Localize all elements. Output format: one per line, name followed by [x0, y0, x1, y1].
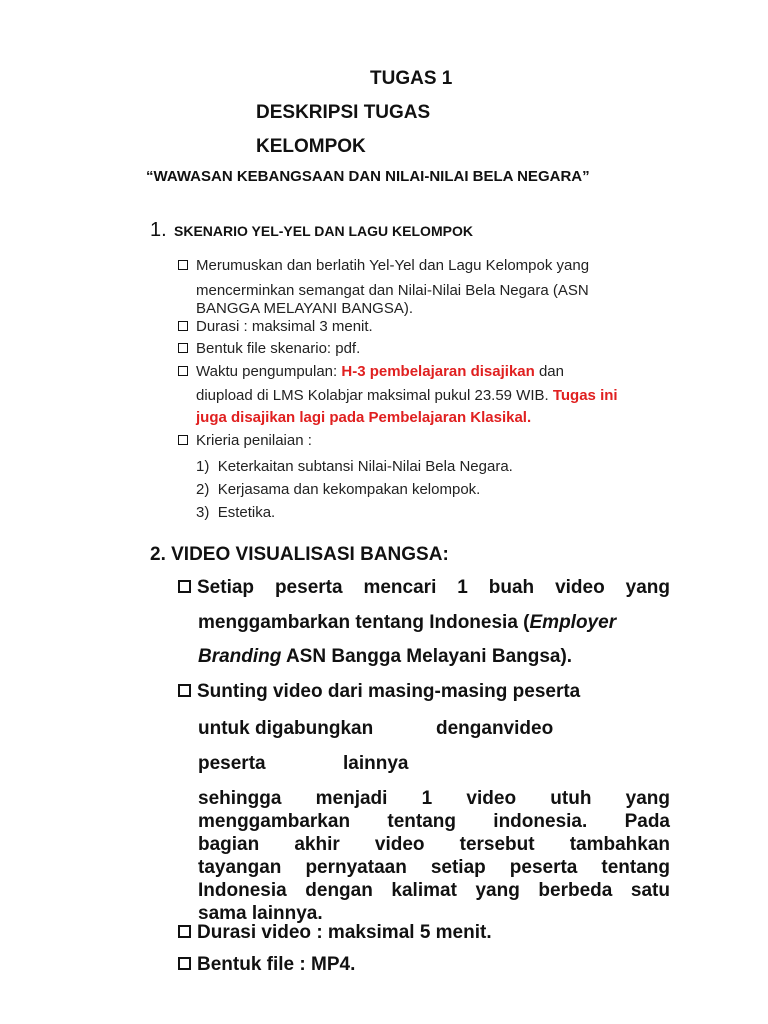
s1-item-4: Waktu pengumpulan: H-3 pembelajaran disajikan dan — [178, 363, 564, 380]
checkbox-icon — [178, 957, 191, 970]
s2-bullet-2: Sunting video dari masing-masing peserta — [178, 681, 580, 703]
title-deskripsi: DESKRIPSI TUGAS — [256, 102, 431, 123]
criteria-item: 3) Estetika. — [196, 504, 276, 521]
checkbox-icon — [178, 366, 188, 376]
s2-bullet-2-line2a: untuk digabungkan — [198, 718, 374, 739]
s2-bullet-4: Bentuk file : MP4. — [178, 954, 355, 976]
criteria-item: 2) Kerjasama dan kekompakan kelompok. — [196, 481, 481, 498]
checkbox-icon — [178, 260, 188, 270]
checkbox-icon — [178, 321, 188, 331]
s2-bullet-2-line2b: denganvideo — [436, 718, 554, 739]
s1-item-1: Merumuskan dan berlatih Yel-Yel dan Lagu Kelompok yang — [178, 257, 589, 274]
s1-item-1-line2: mencerminkan semangat dan Nilai-Nilai Bela Negara (ASN — [196, 282, 589, 299]
s1-item-1-line3: BANGGA MELAYANI BANGSA). — [196, 300, 414, 317]
checkbox-icon — [178, 435, 188, 445]
checkbox-icon — [178, 343, 188, 353]
section2-title: 2. VIDEO VISUALISASI BANGSA: — [150, 544, 449, 565]
s2-bullet-2-line3b: lainnya — [343, 753, 409, 774]
s1-item-4-line2: diupload di LMS Kolabjar maksimal pukul 23.59 WIB. Tugas ini — [196, 387, 618, 404]
checkbox-icon — [178, 684, 191, 697]
s1-item-3: Bentuk file skenario: pdf. — [178, 340, 360, 357]
title-kelompok: KELOMPOK — [256, 136, 366, 157]
s2-bullet-1-line3: Branding ASN Bangga Melayani Bangsa). — [198, 646, 573, 667]
section1-title: SKENARIO YEL-YEL DAN LAGU KELOMPOK — [174, 223, 473, 239]
s1-item-5: Krieria penilaian : — [178, 432, 312, 449]
checkbox-icon — [178, 580, 191, 593]
s2-bullet-1: Setiap peserta mencari 1 buah video yang — [178, 577, 670, 599]
s2-bullet-1-line2: menggambarkan tentang Indonesia (Employer — [198, 612, 617, 633]
s2-bullet-2-paragraph: sehingga menjadi 1 video utuh yang menggambarkan tentang indonesia. Pada bagian akhir video tersebut tambahkan tayangan pernyataan setiap peserta tentang Indonesia dengan kalimat yang berbeda satu sama lainnya. — [198, 788, 670, 924]
s2-bullet-3: Durasi video : maksimal 5 menit. — [178, 922, 492, 944]
section1-number: 1. — [150, 219, 167, 241]
criteria-item: 1) Keterkaitan subtansi Nilai-Nilai Bela Negara. — [196, 458, 513, 475]
theme-title: “WAWASAN KEBANGSAAN DAN NILAI-NILAI BELA NEGARA” — [146, 168, 590, 185]
s1-item-2: Durasi : maksimal 3 menit. — [178, 318, 373, 335]
s2-bullet-2-line3a: peserta — [198, 753, 266, 774]
title-tugas: TUGAS 1 — [370, 68, 453, 89]
checkbox-icon — [178, 925, 191, 938]
s1-item-4-line3: juga disajikan lagi pada Pembelajaran Klasikal. — [196, 409, 532, 426]
